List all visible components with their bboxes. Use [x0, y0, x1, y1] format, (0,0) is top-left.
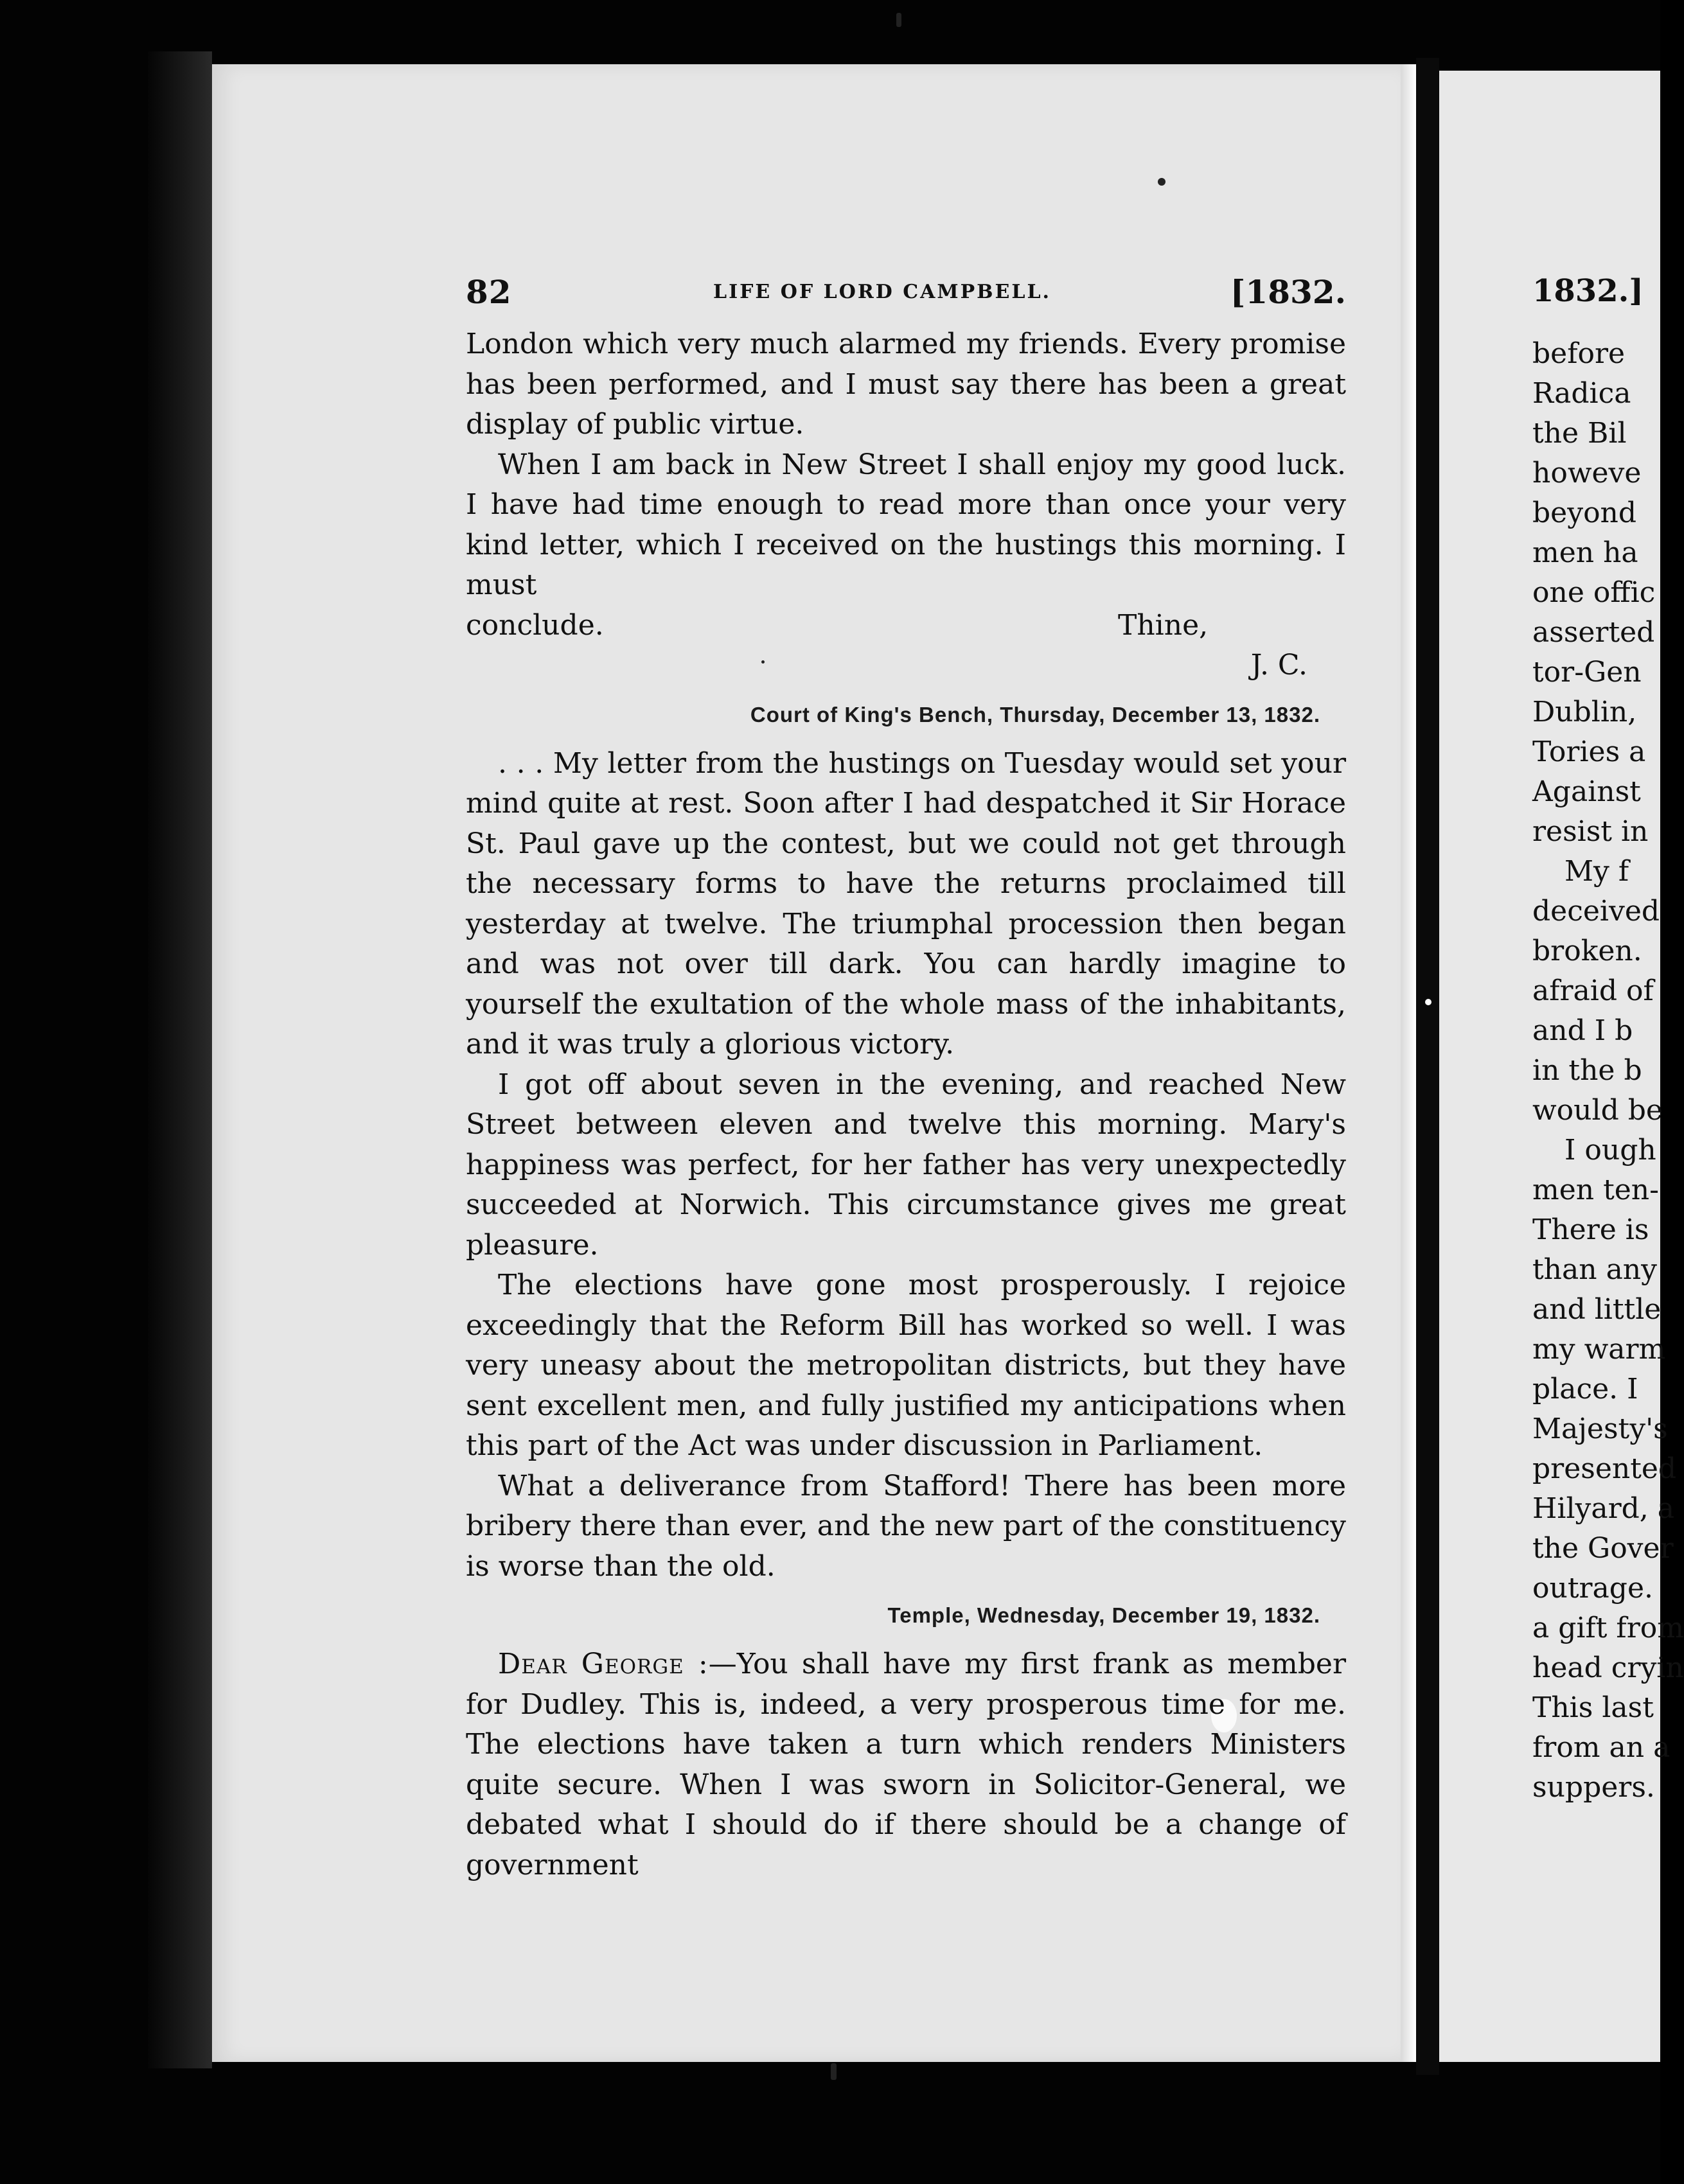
letter-text: —You shall have my first frank as member for Dudley. This is, indeed, a very prosperous time for me. The elections have taken a turn which renders Ministers quite secure. When I was sworn in Solicitor-General, we debated what I should do if there should be a change of government — [466, 1648, 1346, 1881]
facing-line: Hilyard, a — [1532, 1492, 1675, 1525]
facing-line: the Gover — [1532, 1532, 1674, 1565]
facing-line: deceived — [1532, 895, 1660, 928]
letter-paragraph — [466, 1644, 1346, 1885]
paragraph: . . . My letter from the hustings on Tuesday would set your mind quite at rest. Soon after I had despatched it Sir Horace St. Paul gave up the contest, but we could not get through the necessary forms to have the returns proclaimed till yesterday at twelve. The triumphal procession then began and was not over till dark. You can hardly imagine to yourself the exultation of the whole mass of the inhabitants, and it was truly a glorious victory. — [466, 746, 1346, 1061]
paragraph: When I am back in New Street I shall enjoy my good luck. I have had time enough to read more than once your very kind letter, which I received on the hustings this morning. I must — [466, 448, 1346, 601]
facing-line: Against — [1532, 775, 1641, 808]
facing-line: howeve — [1532, 457, 1642, 489]
facing-line: This last — [1532, 1691, 1654, 1724]
scan-speck — [1425, 999, 1431, 1005]
facing-line: one offic — [1532, 576, 1656, 609]
scan-speck — [831, 2063, 837, 2080]
left-gutter-shadow — [148, 51, 212, 2068]
facing-line: place. I — [1532, 1373, 1638, 1405]
facing-line: beyond — [1532, 497, 1637, 529]
dateline: Temple, Wednesday, December 19, 1832. — [887, 1603, 1320, 1627]
salutation: Dear George : — [498, 1648, 709, 1680]
dateline: Court of King's Bench, Thursday, December 13, 1832. — [750, 702, 1320, 727]
facing-line: before — [1532, 337, 1626, 370]
facing-running-head: 1832.] — [1532, 273, 1644, 309]
page-number: 82 — [466, 273, 512, 311]
paragraph: London which very much alarmed my friends. Every promise has been performed, and I must say there has been a great display of public virtue. — [466, 328, 1346, 441]
paragraph: What a deliverance from Stafford! There has been more bribery there than ever, and the new part of the constituency is worse than the old. — [466, 1469, 1346, 1583]
paragraph: The elections have gone most prosperously. I rejoice exceedingly that the Reform Bill has worked so well. I was very uneasy about the metropolitan districts, but they have sent excellent men, and fully justified my anticipations when this part of the Act was under discussion in Parliament. — [466, 1269, 1346, 1462]
facing-line: from an a — [1532, 1731, 1671, 1764]
facing-line: I ough — [1564, 1134, 1656, 1167]
facing-line: the Bil — [1532, 417, 1627, 450]
facing-line: a gift from — [1532, 1612, 1684, 1644]
running-head-title: LIFE OF LORD CAMPBELL. — [713, 281, 1052, 303]
facing-line: Radica — [1532, 377, 1631, 410]
letter-signoff — [466, 606, 1346, 646]
running-head — [466, 273, 1346, 318]
facing-line: men ten- — [1532, 1174, 1660, 1206]
signoff-valediction: Thine, — [1118, 608, 1209, 642]
facing-line: My f — [1564, 855, 1629, 888]
scan-speck — [1158, 178, 1166, 186]
facing-line: my warm — [1532, 1333, 1666, 1366]
facing-line: in the b — [1532, 1054, 1642, 1087]
body-text — [466, 324, 1346, 1885]
running-head-year: [1832. — [1230, 273, 1346, 311]
facing-line: would be — [1532, 1094, 1663, 1127]
facing-line: presented — [1532, 1452, 1677, 1485]
facing-line: afraid of — [1532, 974, 1654, 1007]
facing-line: and I b — [1532, 1014, 1633, 1047]
book-binding — [1416, 58, 1439, 2075]
facing-line: resist in — [1532, 815, 1649, 848]
facing-line: and little — [1532, 1293, 1662, 1326]
facing-line: than any — [1532, 1253, 1658, 1286]
facing-line: Dublin, — [1532, 696, 1637, 728]
facing-line: broken. — [1532, 935, 1642, 967]
facing-line: There is — [1532, 1213, 1649, 1246]
facing-line: Tories a — [1532, 735, 1646, 768]
facing-line: outrage. — [1532, 1572, 1653, 1605]
main-page-edge — [1401, 64, 1416, 2062]
facing-line: head cryin — [1532, 1651, 1684, 1684]
facing-line: men ha — [1532, 536, 1638, 569]
paragraph: I got off about seven in the evening, and reached New Street between eleven and twelve this morning. Mary's happiness was perfect, for her father has very unexpectedly succeeded at Norwich. This circumstance gives me great pleasure. — [466, 1068, 1346, 1262]
signoff-conclude: conclude. — [466, 608, 604, 642]
facing-line: Majesty's — [1532, 1413, 1668, 1445]
facing-line: tor-Gen — [1532, 656, 1642, 689]
scan-speck — [896, 13, 901, 27]
signoff-initials: J. C. — [1250, 649, 1307, 682]
facing-line: suppers. — [1532, 1771, 1655, 1804]
facing-line: asserted — [1532, 616, 1655, 649]
